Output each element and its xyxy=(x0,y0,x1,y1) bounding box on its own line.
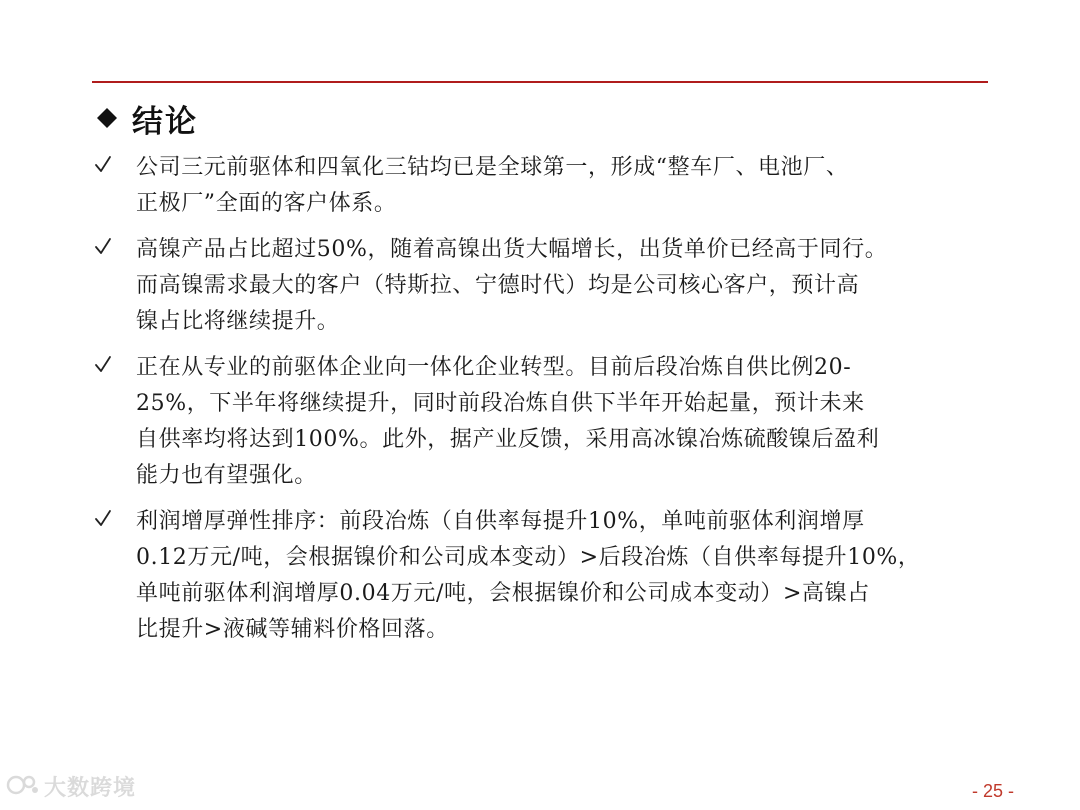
bullet-text-line: 而高镍需求最大的客户（特斯拉、宁德时代）均是公司核心客户，预计高 xyxy=(136,273,860,298)
checkmark-icon xyxy=(94,154,114,176)
slide-title-row xyxy=(94,96,198,140)
watermark-text: 大数跨境 xyxy=(44,776,137,801)
list-item xyxy=(94,504,1034,648)
bullet-text-line: 0.12万元/吨，会根据镍价和公司成本变动）>后段冶炼（自供率每提升10%， xyxy=(136,545,921,570)
bullet-text-line: 镍占比将继续提升。 xyxy=(136,309,340,334)
list-item xyxy=(94,150,1034,222)
diamond-icon xyxy=(94,105,120,131)
list-item xyxy=(94,350,1034,494)
bullet-text-line: 比提升>液碱等辅料价格回落。 xyxy=(136,617,449,642)
page-number: - 25 - xyxy=(971,781,1014,801)
bullet-text-line: 25%，下半年将继续提升，同时前段冶炼自供下半年开始起量，预计未来 xyxy=(136,391,865,416)
bullet-text-line: 公司三元前驱体和四氧化三钴均已是全球第一，形成“整车厂、电池厂、 xyxy=(136,155,849,180)
checkmark-icon xyxy=(94,354,114,376)
checkmark-icon xyxy=(94,508,114,530)
watermark-logo-icon xyxy=(6,773,40,801)
conclusion-list xyxy=(94,150,1034,658)
bullet-text-line: 能力也有望强化。 xyxy=(136,463,317,488)
bullet-text-line: 高镍产品占比超过50%，随着高镍出货大幅增长，出货单价已经高于同行。 xyxy=(136,237,888,262)
slide-title: 结论 xyxy=(132,103,198,140)
watermark xyxy=(6,771,136,802)
bullet-text-line: 正在从专业的前驱体企业向一体化企业转型。目前后段冶炼自供比例20- xyxy=(136,355,852,380)
bullet-text-line: 单吨前驱体利润增厚0.04万元/吨，会根据镍价和公司成本变动）>高镍占 xyxy=(136,581,870,606)
checkmark-icon xyxy=(94,236,114,258)
list-item xyxy=(94,232,1034,340)
bullet-text-line: 利润增厚弹性排序：前段冶炼（自供率每提升10%，单吨前驱体利润增厚 xyxy=(136,509,865,534)
header-divider xyxy=(92,81,988,83)
bullet-text-line: 自供率均将达到100%。此外，据产业反馈，采用高冰镍冶炼硫酸镍后盈利 xyxy=(136,427,880,452)
bullet-text-line: 正极厂”全面的客户体系。 xyxy=(136,191,397,216)
